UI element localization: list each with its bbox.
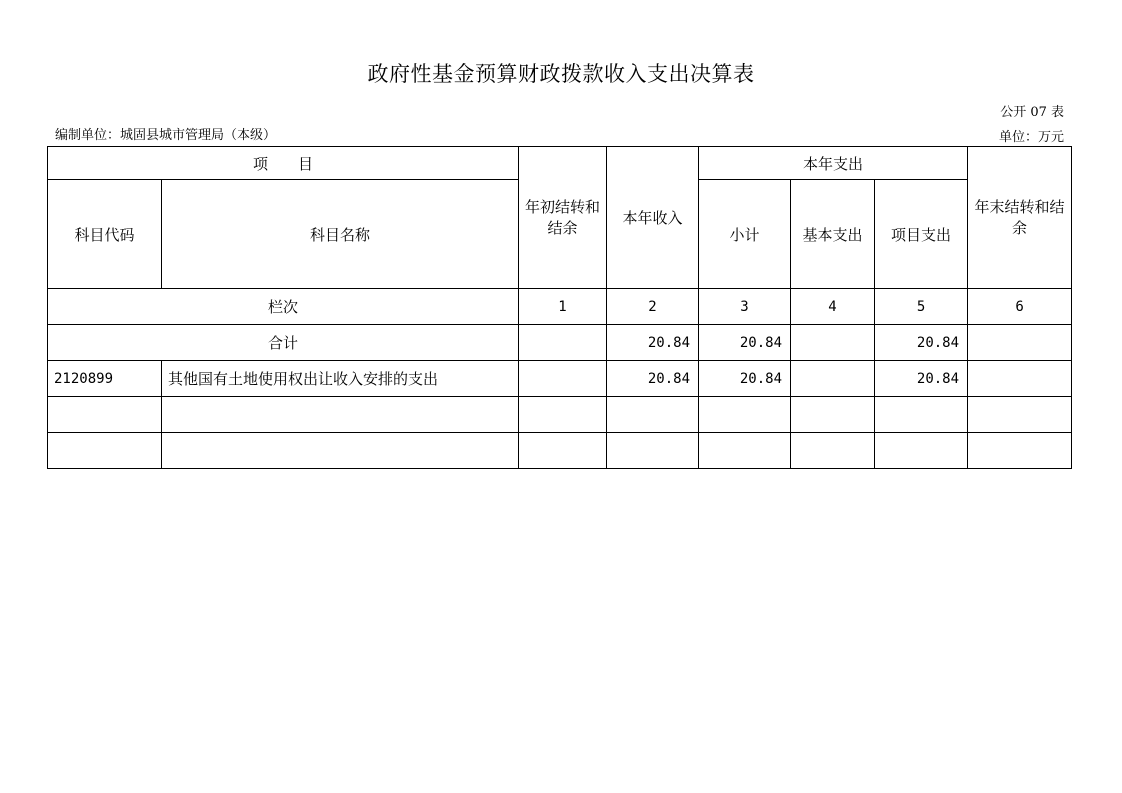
total-row: [48, 325, 1072, 361]
header-begin-balance: 年初结转和结余: [519, 147, 607, 289]
total-income: 20.84: [607, 325, 699, 361]
row-project: [875, 433, 968, 469]
header-project: 项目支出: [875, 180, 968, 289]
column-index-number: 1: [519, 289, 607, 325]
row-code: [48, 397, 162, 433]
total-subtotal: 20.84: [699, 325, 791, 361]
row-basic: [791, 361, 875, 397]
header-subtotal: 小计: [699, 180, 791, 289]
row-basic: [791, 397, 875, 433]
row-end-balance: [968, 433, 1072, 469]
table-row: [48, 361, 1072, 397]
row-end-balance: [968, 361, 1072, 397]
total-basic: [791, 325, 875, 361]
row-begin-balance: [519, 433, 607, 469]
row-income: [607, 433, 699, 469]
row-subtotal: [699, 397, 791, 433]
table-id-label: 公开 07 表: [1000, 105, 1064, 120]
row-begin-balance: [519, 361, 607, 397]
total-label: 合计: [48, 325, 519, 361]
row-name: [162, 433, 519, 469]
row-income: 20.84: [607, 361, 699, 397]
column-index-number: 5: [875, 289, 968, 325]
budget-table: [47, 146, 1072, 469]
table-row: [48, 397, 1072, 433]
column-index-number: 4: [791, 289, 875, 325]
column-index-row: [48, 289, 1072, 325]
total-end-balance: [968, 325, 1072, 361]
row-end-balance: [968, 397, 1072, 433]
org-unit-label: 编制单位：城固县城市管理局（本级）: [55, 128, 277, 143]
header-expense: 本年支出: [699, 147, 968, 180]
table-row: [48, 433, 1072, 469]
header-end-balance: 年末结转和结余: [968, 147, 1072, 289]
header-code: 科目代码: [48, 180, 162, 289]
header-item: 项 目: [48, 147, 519, 180]
total-begin-balance: [519, 325, 607, 361]
header-basic: 基本支出: [791, 180, 875, 289]
row-begin-balance: [519, 397, 607, 433]
row-code: 2120899: [48, 361, 162, 397]
row-project: [875, 397, 968, 433]
column-index-number: 2: [607, 289, 699, 325]
row-subtotal: 20.84: [699, 361, 791, 397]
column-index-number: 6: [968, 289, 1072, 325]
total-project: 20.84: [875, 325, 968, 361]
row-name: 其他国有土地使用权出让收入安排的支出: [162, 361, 519, 397]
row-subtotal: [699, 433, 791, 469]
row-name: [162, 397, 519, 433]
column-index-label: 栏次: [48, 289, 519, 325]
money-unit-label: 单位：万元: [998, 130, 1064, 145]
header-income: 本年收入: [607, 147, 699, 289]
header-name: 科目名称: [162, 180, 519, 289]
row-basic: [791, 433, 875, 469]
header-row-1: [48, 147, 1072, 180]
row-project: 20.84: [875, 361, 968, 397]
column-index-number: 3: [699, 289, 791, 325]
page-title: 政府性基金预算财政拨款收入支出决算表: [367, 62, 755, 86]
row-income: [607, 397, 699, 433]
row-code: [48, 433, 162, 469]
